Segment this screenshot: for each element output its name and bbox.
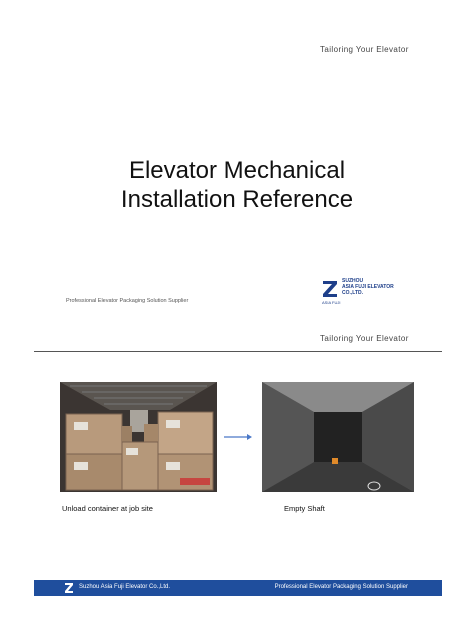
tagline-top: Tailoring Your Elevator	[320, 45, 409, 54]
title-line-1: Elevator Mechanical	[128, 157, 346, 184]
right-arrow-icon	[223, 432, 253, 442]
tagline-slide2: Tailoring Your Elevator	[320, 334, 409, 343]
footer-company-name: Suzhou Asia Fuji Elevator Co.,Ltd.	[79, 584, 171, 590]
footer-bar	[34, 580, 442, 596]
logo-line-2: ASIA FUJI ELEVATOR	[342, 284, 394, 290]
caption-empty-shaft: Empty Shaft	[284, 504, 325, 513]
header-divider	[34, 351, 442, 352]
logo-subtext: ASIA FUJI	[322, 300, 341, 305]
footer-supplier-tagline: Professional Elevator Packaging Solution Supplier	[274, 584, 408, 590]
title-line-2: Installation Reference	[120, 186, 354, 213]
logo-text	[342, 278, 394, 296]
empty-shaft-photo	[262, 382, 414, 492]
company-logo	[322, 278, 412, 306]
logo-line-3: CO.,LTD.	[342, 290, 364, 296]
container-photo	[60, 382, 217, 492]
document-title	[0, 156, 474, 214]
logo-line-1: SUZHOU	[342, 278, 364, 284]
caption-unload-container: Unload container at job site	[62, 504, 153, 513]
z-logo-icon	[322, 280, 338, 298]
footer-logo-icon	[64, 582, 74, 594]
supplier-tagline: Professional Elevator Packaging Solution Supplier	[66, 298, 189, 304]
